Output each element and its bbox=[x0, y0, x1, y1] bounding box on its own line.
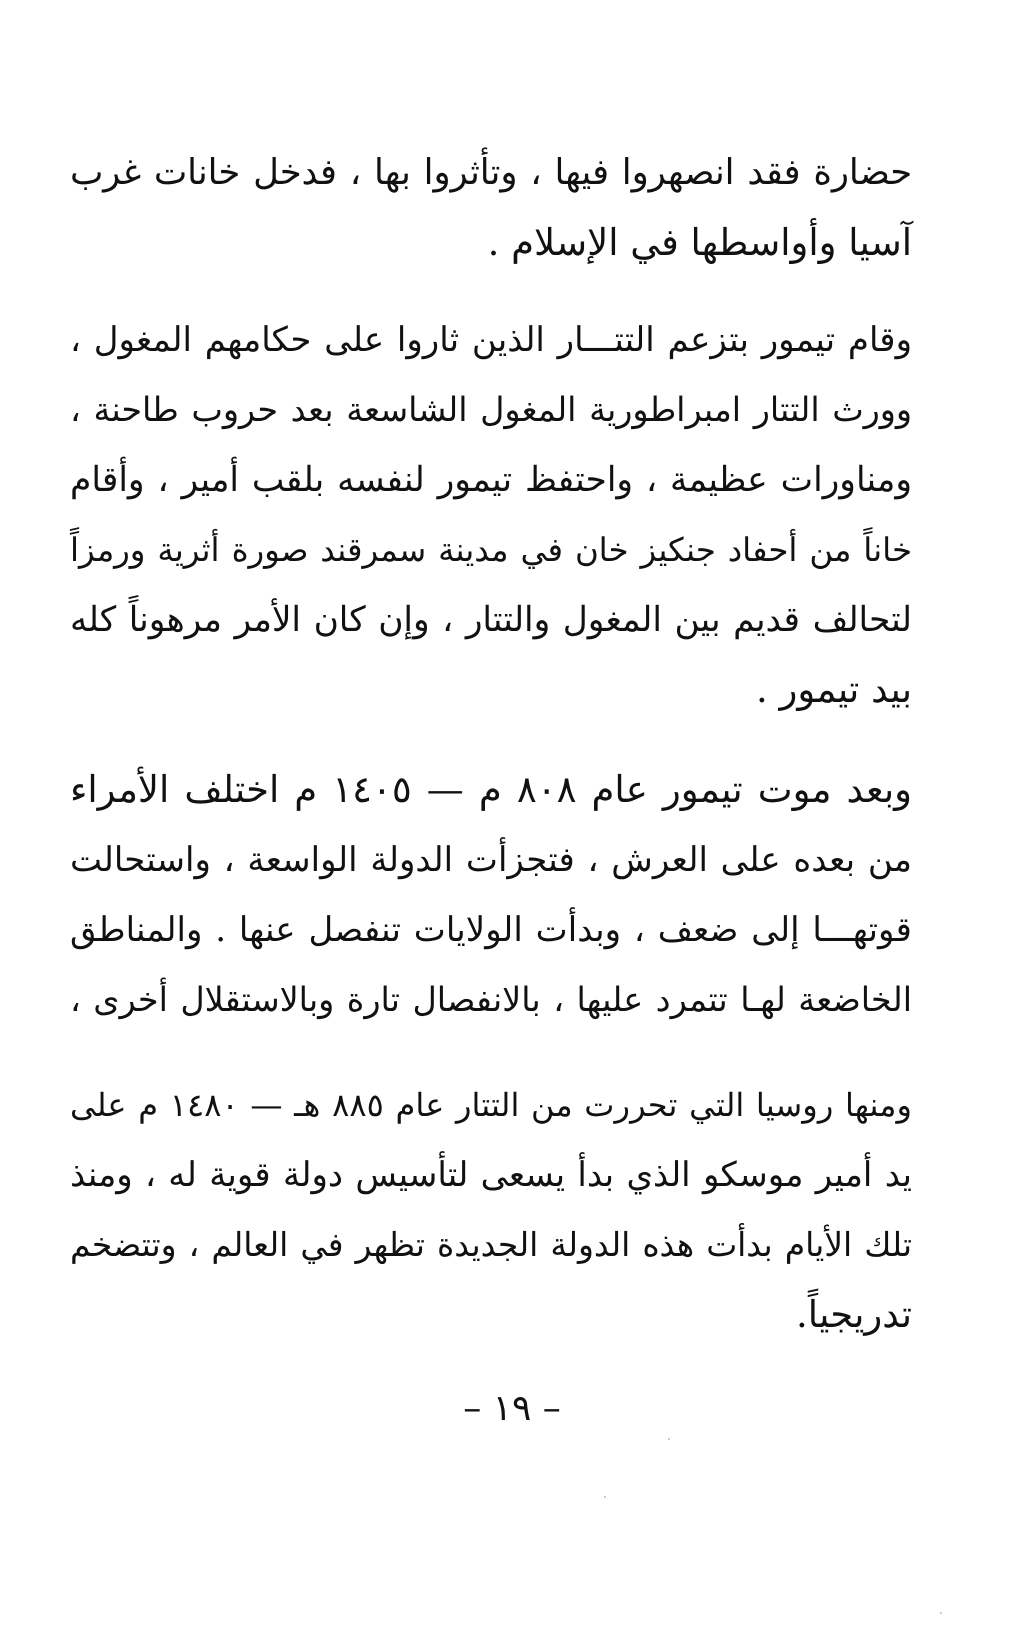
paragraph-1 bbox=[70, 138, 912, 278]
text-line: قوتهـــا إلى ضعف ، وبدأت الولايات تنفصل عنها . والمناطق bbox=[70, 910, 912, 950]
text-line: آسيا وأواسطها في الإسلام . bbox=[487, 221, 912, 264]
text-line: من بعده على العرش ، فتجزأت الدولة الواسعة ، واستحالت bbox=[70, 840, 912, 880]
text-line: تلك الأيام بدأت هذه الدولة الجديدة تظهر في العالم ، وتتضخم bbox=[70, 1225, 912, 1264]
text-line: وبعد موت تيمور عام ٨٠٨ م — ١٤٠٥ م اختلف الأمراء bbox=[70, 768, 912, 811]
text-line: حضارة فقد انصهروا فيها ، وتأثروا بها ، فدخل خانات غرب bbox=[70, 152, 912, 193]
text-line: وورث التتار امبراطورية المغول الشاسعة بعد حروب طاحنة ، bbox=[70, 390, 912, 429]
paragraph-3 bbox=[70, 755, 912, 1035]
text-line: بيد تيمور . bbox=[755, 668, 912, 711]
scan-speck bbox=[604, 1496, 606, 1498]
scan-speck bbox=[940, 1612, 942, 1614]
text-line: ومنها روسيا التي تحررت من التتار عام ٨٨٥ هـ — ١٤٨٠ م على bbox=[70, 1086, 912, 1124]
text-line: يد أمير موسكو الذي بدأ يسعى لتأسيس دولة قوية له ، ومنذ bbox=[70, 1155, 912, 1195]
text-line: لتحالف قديم بين المغول والتتار ، وإن كان الأمر مرهوناً كله bbox=[70, 600, 912, 640]
text-line: تدريجياً. bbox=[796, 1293, 912, 1336]
text-line: خاناً من أحفاد جنكيز خان في مدينة سمرقند صورة أثرية ورمزاً bbox=[70, 531, 912, 569]
paragraph-4 bbox=[70, 1070, 912, 1350]
scan-speck bbox=[668, 1438, 670, 1440]
text-line: ومناورات عظيمة ، واحتفظ تيمور لنفسه بلقب أمير ، وأقام bbox=[70, 460, 912, 500]
text-line: الخاضعة لهـا تتمرد عليها ، بالانفصال تارة وبالاستقلال أخرى ، bbox=[70, 980, 912, 1019]
page-number: – ١٩ – bbox=[463, 1388, 561, 1429]
paragraph-2 bbox=[70, 305, 912, 725]
text-line: وقام تيمور بتزعم التتـــار الذين ثاروا على حكامهم المغول ، bbox=[70, 320, 912, 360]
